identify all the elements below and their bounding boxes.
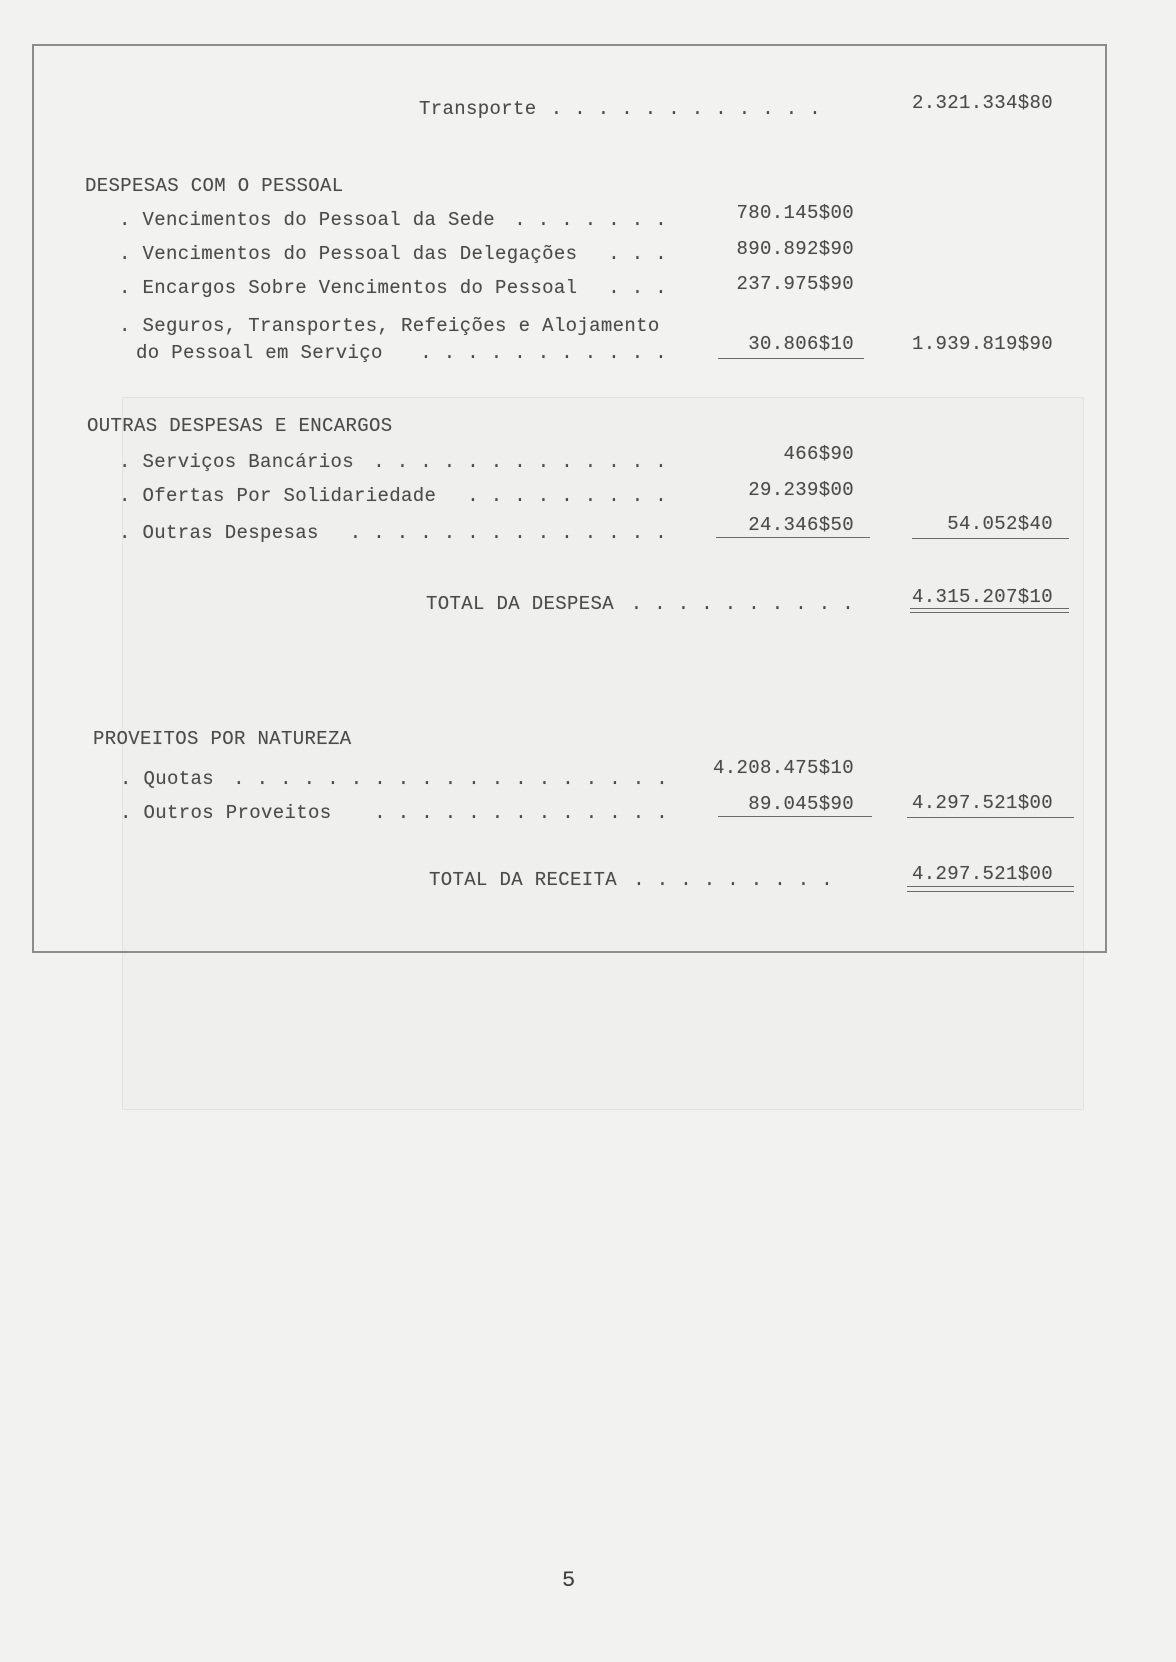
line-item — [119, 451, 667, 473]
sum-underline — [912, 538, 1069, 539]
line-item-value: 237.975$90 — [736, 273, 854, 295]
total-double-underline — [907, 886, 1074, 887]
total-double-underline — [910, 612, 1069, 613]
line-item — [119, 522, 667, 544]
line-item — [120, 768, 668, 790]
line-item-label: . Ofertas Por Solidariedade — [119, 485, 437, 507]
dot-leader: . . . . . . . . . . . — [408, 342, 667, 364]
transporte-label: Transporte — [419, 98, 537, 120]
dot-leader: . . . . . . . . . . . . . — [361, 451, 667, 473]
line-item-value: 30.806$10 — [748, 333, 854, 355]
line-item-label: . Vencimentos do Pessoal da Sede — [119, 209, 496, 231]
total-despesa-value: 4.315.207$10 — [911, 586, 1053, 608]
sum-underline — [716, 537, 870, 538]
line-item-label: . Outras Despesas — [119, 522, 319, 544]
total-double-underline — [910, 608, 1069, 609]
page-number: 5 — [562, 1568, 576, 1593]
line-item-value: 890.892$90 — [736, 238, 854, 260]
total-double-underline — [907, 891, 1074, 892]
section-heading-outras-despesas: OUTRAS DESPESAS E ENCARGOS — [87, 415, 393, 437]
transporte-row — [419, 98, 821, 120]
line-item-label: . Outros Proveitos — [120, 802, 332, 824]
dot-leader: . . . . . . . . . . . . . — [362, 802, 668, 824]
total-receita-value: 4.297.521$00 — [911, 863, 1053, 885]
dot-leader: . . . . . . . . . . . . — [538, 98, 821, 120]
line-item-label-continuation: do Pessoal em Serviço — [136, 342, 383, 364]
total-despesa-row — [426, 593, 854, 615]
line-item-value: 466$90 — [783, 443, 854, 465]
dot-leader: . . . . . . . . . . . . . . . . . . . — [221, 768, 668, 790]
transporte-value: 2.321.334$80 — [911, 92, 1053, 114]
dot-leader: . . . . . . . . . . . . . . — [337, 522, 667, 544]
line-item-value: 29.239$00 — [748, 479, 854, 501]
section-heading-pessoal: DESPESAS COM O PESSOAL — [85, 175, 344, 197]
section-subtotal-outras-despesas: 54.052$40 — [947, 513, 1053, 535]
total-receita-row — [429, 869, 833, 891]
line-item — [119, 485, 667, 507]
line-item-value: 4.208.475$10 — [712, 757, 854, 779]
dot-leader: . . . . . . . . . — [621, 869, 833, 891]
sum-underline — [718, 358, 864, 359]
line-item-label: . Quotas — [120, 768, 215, 790]
line-item — [119, 209, 667, 231]
line-item-label: . Vencimentos do Pessoal das Delegações — [119, 243, 578, 265]
sum-underline — [718, 816, 872, 817]
section-subtotal-pessoal: 1.939.819$90 — [911, 333, 1053, 355]
line-item-value: 89.045$90 — [748, 793, 854, 815]
total-receita-label: TOTAL DA RECEITA — [429, 869, 618, 891]
line-item-label: . Serviços Bancários — [119, 451, 355, 473]
line-item-label: . Seguros, Transportes, Refeições e Alojamento — [119, 315, 660, 337]
line-item — [119, 243, 667, 265]
line-item — [119, 277, 667, 299]
total-despesa-label: TOTAL DA DESPESA — [426, 593, 615, 615]
line-item-value: 780.145$00 — [736, 202, 854, 224]
line-item — [120, 802, 668, 824]
section-subtotal-proveitos: 4.297.521$00 — [911, 792, 1053, 814]
dot-leader: . . . . . . . . . — [455, 485, 667, 507]
dot-leader: . . . . . . . — [502, 209, 667, 231]
dot-leader: . . . — [596, 243, 667, 265]
section-heading-proveitos: PROVEITOS POR NATUREZA — [93, 728, 352, 750]
sum-underline — [907, 817, 1074, 818]
dot-leader: . . . . . . . . . . — [618, 593, 854, 615]
line-item-value: 24.346$50 — [748, 514, 854, 536]
dot-leader: . . . — [596, 277, 667, 299]
line-item — [136, 342, 667, 364]
line-item-label: . Encargos Sobre Vencimentos do Pessoal — [119, 277, 578, 299]
